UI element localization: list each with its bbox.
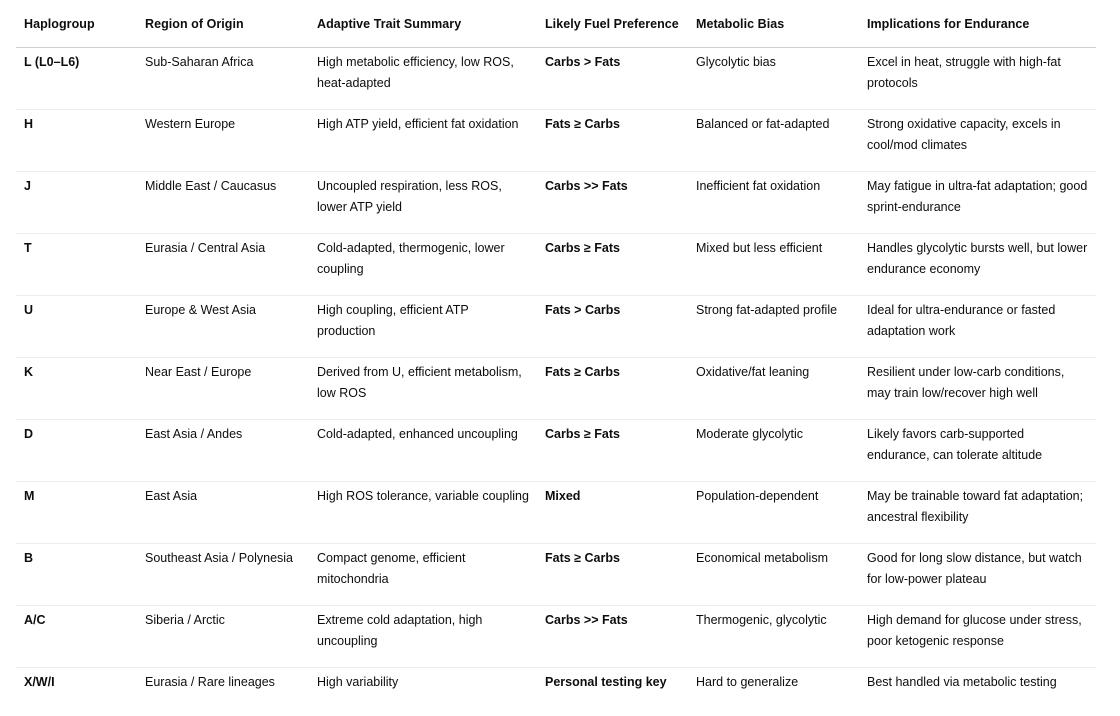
table-row xyxy=(16,172,1096,234)
bias-cell: Thermogenic, glycolytic xyxy=(688,606,859,668)
column-header-haplogroup: Haplogroup xyxy=(16,0,137,48)
haplogroup-cell: D xyxy=(16,420,137,482)
fuel-cell: Personal testing key xyxy=(537,668,688,716)
haplogroup-cell: M xyxy=(16,482,137,544)
trait-cell: High ATP yield, efficient fat oxidation xyxy=(309,110,537,172)
trait-cell: Extreme cold adaptation, high uncoupling xyxy=(309,606,537,668)
region-cell: Western Europe xyxy=(137,110,309,172)
region-cell: Eurasia / Central Asia xyxy=(137,234,309,296)
haplogroup-cell: X/W/I xyxy=(16,668,137,716)
haplogroup-cell: K xyxy=(16,358,137,420)
table-row xyxy=(16,544,1096,606)
region-cell: Sub-Saharan Africa xyxy=(137,48,309,110)
implications-cell: Ideal for ultra-endurance or fasted adaptation work xyxy=(859,296,1096,358)
region-cell: Middle East / Caucasus xyxy=(137,172,309,234)
haplogroup-cell: B xyxy=(16,544,137,606)
region-cell: Europe & West Asia xyxy=(137,296,309,358)
haplogroup-table xyxy=(16,0,1096,716)
table-row xyxy=(16,606,1096,668)
table-row xyxy=(16,110,1096,172)
trait-cell: Uncoupled respiration, less ROS, lower ATP yield xyxy=(309,172,537,234)
implications-cell: Excel in heat, struggle with high-fat protocols xyxy=(859,48,1096,110)
column-header-region: Region of Origin xyxy=(137,0,309,48)
fuel-cell: Mixed xyxy=(537,482,688,544)
trait-cell: Derived from U, efficient metabolism, low ROS xyxy=(309,358,537,420)
bias-cell: Moderate glycolytic xyxy=(688,420,859,482)
column-header-bias: Metabolic Bias xyxy=(688,0,859,48)
fuel-cell: Fats ≥ Carbs xyxy=(537,544,688,606)
region-cell: Southeast Asia / Polynesia xyxy=(137,544,309,606)
fuel-cell: Carbs >> Fats xyxy=(537,606,688,668)
implications-cell: Handles glycolytic bursts well, but lower endurance economy xyxy=(859,234,1096,296)
trait-cell: Cold-adapted, thermogenic, lower coupling xyxy=(309,234,537,296)
region-cell: East Asia xyxy=(137,482,309,544)
implications-cell: Good for long slow distance, but watch for low-power plateau xyxy=(859,544,1096,606)
table-row xyxy=(16,668,1096,716)
implications-cell: Best handled via metabolic testing xyxy=(859,668,1096,716)
implications-cell: High demand for glucose under stress, poor ketogenic response xyxy=(859,606,1096,668)
fuel-cell: Fats ≥ Carbs xyxy=(537,110,688,172)
table-header-row xyxy=(16,0,1096,48)
trait-cell: Cold-adapted, enhanced uncoupling xyxy=(309,420,537,482)
column-header-trait: Adaptive Trait Summary xyxy=(309,0,537,48)
column-header-implications: Implications for Endurance xyxy=(859,0,1096,48)
table-row xyxy=(16,420,1096,482)
haplogroup-cell: A/C xyxy=(16,606,137,668)
table-row xyxy=(16,234,1096,296)
bias-cell: Economical metabolism xyxy=(688,544,859,606)
fuel-cell: Carbs ≥ Fats xyxy=(537,420,688,482)
trait-cell: High ROS tolerance, variable coupling xyxy=(309,482,537,544)
haplogroup-cell: H xyxy=(16,110,137,172)
bias-cell: Hard to generalize xyxy=(688,668,859,716)
region-cell: East Asia / Andes xyxy=(137,420,309,482)
fuel-cell: Fats ≥ Carbs xyxy=(537,358,688,420)
bias-cell: Glycolytic bias xyxy=(688,48,859,110)
haplogroup-cell: T xyxy=(16,234,137,296)
implications-cell: May fatigue in ultra-fat adaptation; good sprint-endurance xyxy=(859,172,1096,234)
table-row xyxy=(16,482,1096,544)
bias-cell: Inefficient fat oxidation xyxy=(688,172,859,234)
bias-cell: Balanced or fat-adapted xyxy=(688,110,859,172)
trait-cell: High coupling, efficient ATP production xyxy=(309,296,537,358)
trait-cell: High metabolic efficiency, low ROS, heat-adapted xyxy=(309,48,537,110)
trait-cell: Compact genome, efficient mitochondria xyxy=(309,544,537,606)
bias-cell: Mixed but less efficient xyxy=(688,234,859,296)
haplogroup-cell: J xyxy=(16,172,137,234)
region-cell: Siberia / Arctic xyxy=(137,606,309,668)
table-row xyxy=(16,296,1096,358)
haplogroup-cell: U xyxy=(16,296,137,358)
column-header-fuel: Likely Fuel Preference xyxy=(537,0,688,48)
implications-cell: Strong oxidative capacity, excels in cool/mod climates xyxy=(859,110,1096,172)
region-cell: Near East / Europe xyxy=(137,358,309,420)
bias-cell: Strong fat-adapted profile xyxy=(688,296,859,358)
implications-cell: Likely favors carb-supported endurance, can tolerate altitude xyxy=(859,420,1096,482)
fuel-cell: Carbs > Fats xyxy=(537,48,688,110)
table-row xyxy=(16,48,1096,110)
bias-cell: Population-dependent xyxy=(688,482,859,544)
haplogroup-cell: L (L0–L6) xyxy=(16,48,137,110)
haplogroup-table-container xyxy=(16,0,1096,716)
implications-cell: Resilient under low-carb conditions, may train low/recover high well xyxy=(859,358,1096,420)
bias-cell: Oxidative/fat leaning xyxy=(688,358,859,420)
trait-cell: High variability xyxy=(309,668,537,716)
table-row xyxy=(16,358,1096,420)
fuel-cell: Carbs >> Fats xyxy=(537,172,688,234)
fuel-cell: Fats > Carbs xyxy=(537,296,688,358)
implications-cell: May be trainable toward fat adaptation; ancestral flexibility xyxy=(859,482,1096,544)
region-cell: Eurasia / Rare lineages xyxy=(137,668,309,716)
fuel-cell: Carbs ≥ Fats xyxy=(537,234,688,296)
